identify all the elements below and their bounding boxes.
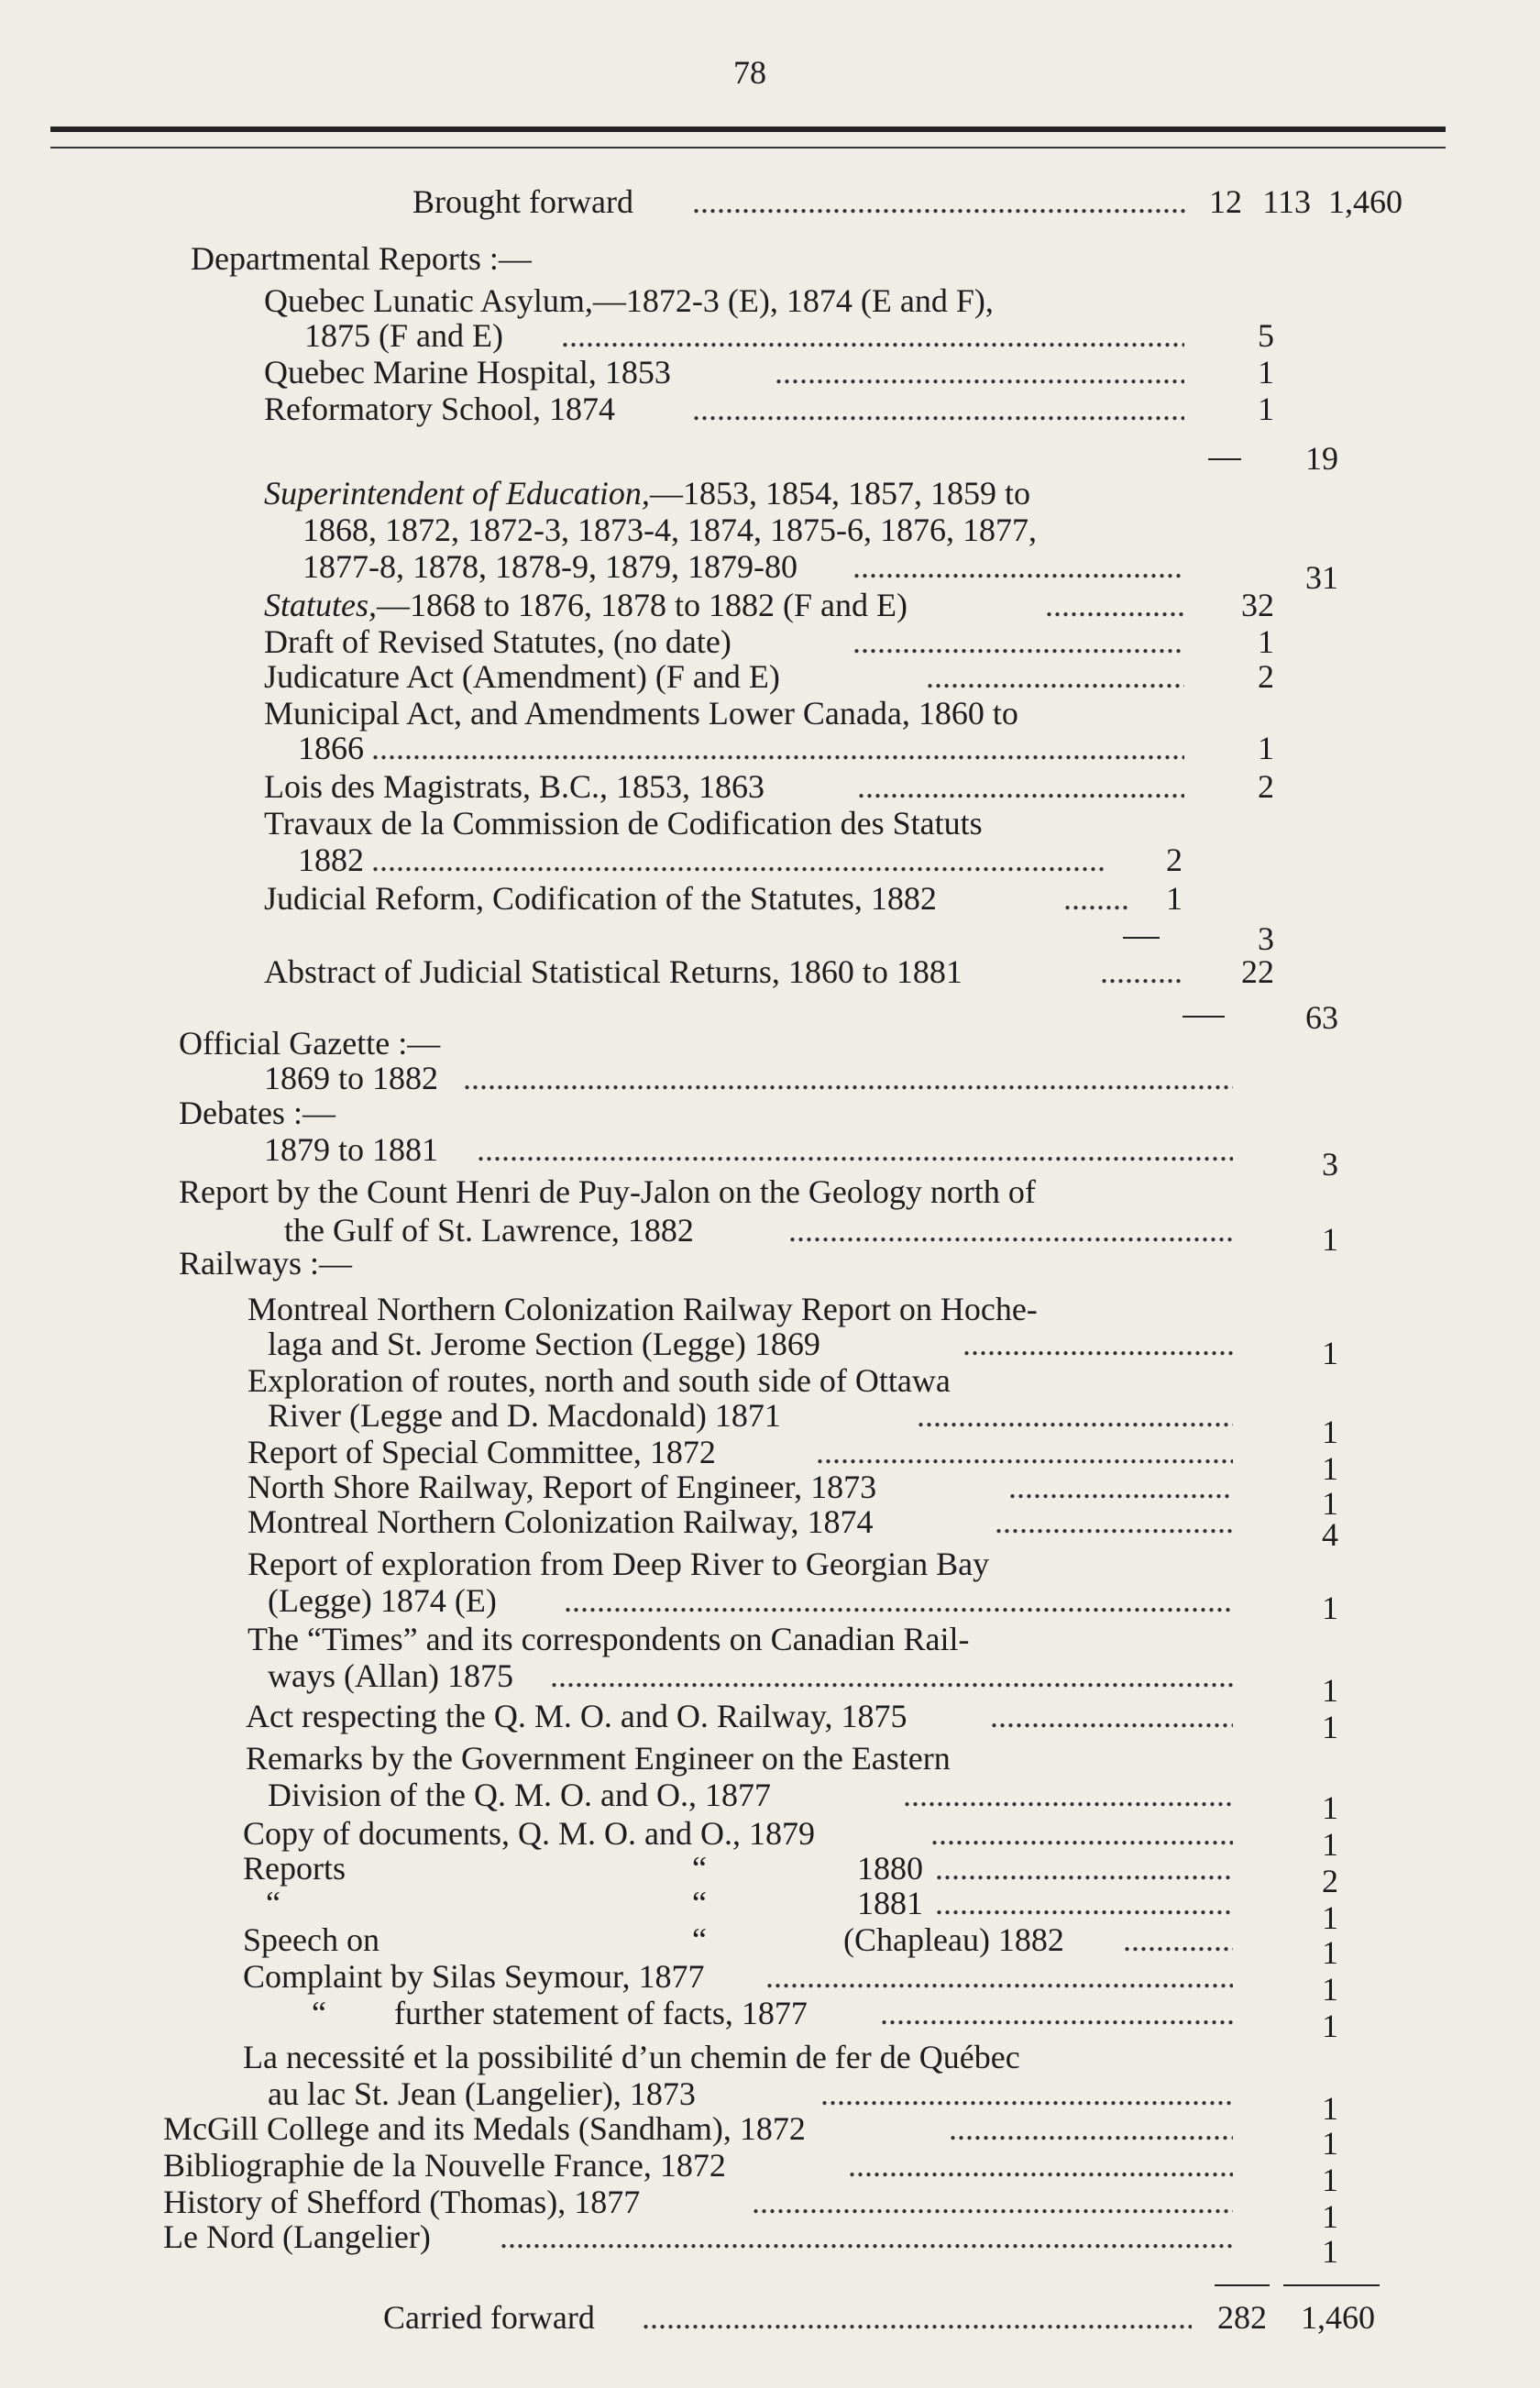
brought-forward-b: 113 (1262, 183, 1311, 220)
leader-dots (935, 1850, 1233, 1887)
leader-dots (880, 1995, 1233, 2031)
leader-dots (1123, 1921, 1233, 1958)
leader-dots (816, 1434, 1233, 1470)
leader-dots (752, 2184, 1233, 2220)
leader-dots (550, 1657, 1233, 1694)
leader-dots (788, 1212, 1233, 1249)
leader-dots (852, 548, 1184, 585)
leader-dots (995, 1503, 1233, 1540)
document-page: 78 Brought forward ..... 12 113 1,460 Departmental Reports :— Quebec Lunatic Asylum,—1872-3 (E), 1874 (E and F), 1875 (F and E) ..... 5 Quebec Marine Hospital, 1853 ..... 1 Reformatory School, 1874 ..... 1 19 Superintendent of Education,—1853, 1854, 1857, 1859 to 1868, 1872, 1872-3, 1873-4, 1874, 1875-6, 1876, 1877, 1877-8, 1878, 1878-9, 1879, 1879-80 ..... 31 Statutes,—1868 to 1876, 1878 to 1882 (F and E) ..... 32 Draft of Revised Statutes, (no date) ..... 1 Judicature Act (Amendment) (F and E) ..... 2 Municipal Act, and Amendments Lower Canada, 1860 to 1866 ..... 1 Lois des Magistrats, B.C., 1853, 1863 ..... 2 Travaux de la Commission de Codification des Statuts 1882 ..... 2 Judicial Reform, Codification of the Statutes, 1882 ..... 1 3 Abstract of Judicial Statistical Returns, 1860 to 1881 ..... 22 63 Official Gazette :— 1869 to 1882 ..... Debates :— 1879 to 1881 ..... 3 Report by the Count Henri de Puy-Jalon on the Geology north of the Gulf of St. Lawrence, 1882 ..... 1 Railways :— Montreal Northern Colonization Railway Report on Hoche- laga and St. Jerome Section (Legge) 1869 ..... 1 Exploration of routes, north and south side of Ottawa River (Legge and D. Macdonald) 1871 ..... 1 Report of Special Committee, 1872 ..... 1 North Shore Railway, Report of Engineer, 1873 ..... 1 Montreal Northern Colonization Railway, 1874 ..... 4 Report of exploration from Deep River to Georgian Bay (Legge) 1874 (E) ..... 1 The “Times” and its correspondents on Canadian Rail- ways (Allan) 1875 ..... 1 Act respecting the Q. M. O. and O. Railway, 1875 ..... 1 Remarks by the Government Engineer on the Eastern Division of the Q. M. O. and O., 1877 ..... 1 Copy of documents, Q. M. O. and O., 1879 ..... 1 Reports “ 1880 ..... 2 “ “ 1881 ..... 1 Speech on “ (Chapleau) 1882 ..... 1 Complaint by Silas Seymour, 1877 ..... 1 “ further statement of facts, 1877 ..... 1 La necessité et la possibilité d’un chemin de fer de Québec au lac St. Jean (Langelier), 1873 ..... 1 McGill College and its Medals (Sandham), 1872 ..... 1 Bibliographie de la Nouvelle France, 1872 ..... 1 History of Shefford (Thomas), 1877 ..... 1 Le Nord (Langelier) ..... 1 Carried forward ..... 282 1,460 (0, 0, 1540, 2388)
leader-dots (926, 658, 1184, 695)
brought-forward-a: 12 (1209, 183, 1242, 220)
subtotal-dash (1182, 1016, 1225, 1018)
leader-dots (820, 2075, 1233, 2112)
leader-dots (692, 391, 1184, 427)
leader-dots (903, 1777, 1233, 1813)
carried-forward-a: 282 (1217, 2299, 1267, 2336)
total-rule (1283, 2284, 1380, 2286)
carried-forward-c: 1,460 (1301, 2299, 1375, 2336)
leader-dots (1045, 587, 1184, 623)
leader-dots (1008, 1469, 1233, 1505)
header-rule-thin (50, 147, 1446, 149)
leader-dots (917, 1397, 1233, 1434)
page-number: 78 (733, 54, 766, 91)
leader-dots (848, 2147, 1233, 2184)
leader-dots (477, 1131, 1233, 1168)
leader-dots (775, 354, 1184, 391)
leader-dots (1100, 953, 1182, 990)
total-rule (1215, 2284, 1270, 2286)
leader-dots (930, 1815, 1233, 1852)
subtotal-dash (1208, 458, 1241, 460)
leader-dots (692, 183, 1187, 220)
leader-dots (765, 1958, 1233, 1995)
leader-dots (642, 2299, 1192, 2336)
leader-dots (371, 842, 1105, 878)
header-rule-thick (50, 127, 1446, 132)
carried-forward-label: Carried forward (383, 2299, 595, 2336)
leader-dots (935, 1885, 1233, 1921)
leader-dots (962, 1326, 1233, 1362)
brought-forward-label: Brought forward (412, 183, 633, 220)
leader-dots (857, 768, 1184, 805)
subtotal-dash (1123, 937, 1160, 939)
leader-dots (949, 2110, 1233, 2147)
leader-dots (463, 1060, 1233, 1096)
leader-dots (564, 1582, 1233, 1619)
leader-dots (852, 623, 1184, 660)
leader-dots (371, 730, 1184, 766)
leader-dots (1063, 880, 1128, 917)
leader-dots (561, 317, 1184, 354)
leader-dots (500, 2218, 1233, 2255)
brought-forward-c: 1,460 (1328, 183, 1402, 220)
leader-dots (990, 1698, 1233, 1734)
